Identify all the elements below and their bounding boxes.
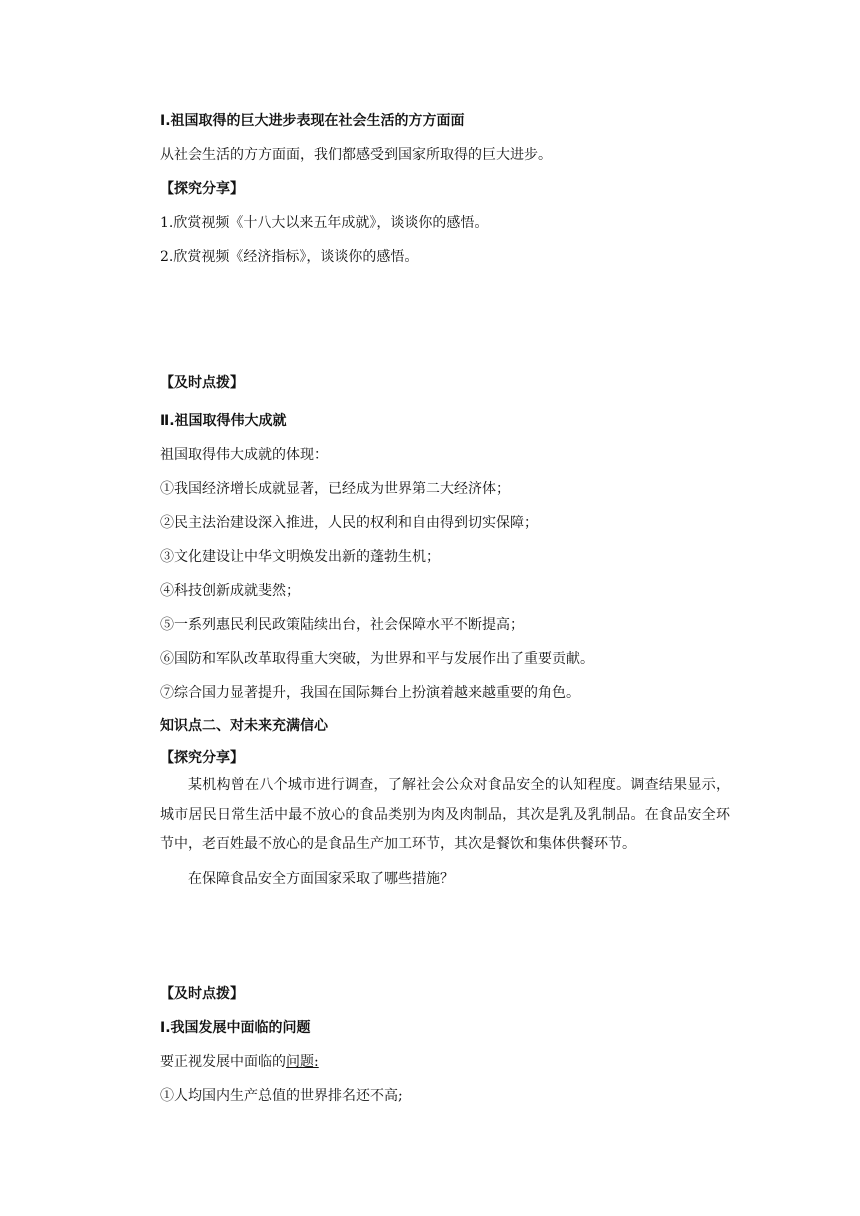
section1-explore-label: 【探究分享】 [160,181,244,197]
section2-item-3: ③文化建设让中华文明焕发出新的蓬勃生机； [160,549,440,565]
section2-item-6: ⑥国防和军队改革取得重大突破，为世界和平与发展作出了重要贡献。 [160,651,594,667]
section4-intro [160,1052,319,1072]
section1-heading: Ⅰ.祖国取得的巨大进步表现在社会生活的方方面面 [160,113,465,129]
section1-intro: 从社会生活的方方面面，我们都感受到国家所取得的巨大进步。 [160,147,552,163]
knowledge-point-2-heading: 知识点二、对未来充满信心 [160,718,328,734]
section1-item-2: 2.欣赏视频《经济指标》，谈谈你的感悟。 [160,249,419,265]
section2-item-5: ⑤一系列惠民利民政策陆续出台，社会保障水平不断提高； [160,617,524,633]
section4-heading: Ⅰ.我国发展中面临的问题 [160,1020,311,1036]
section1-item-1: 1.欣赏视频《十八大以来五年成就》，谈谈你的感悟。 [160,215,489,231]
section4-item-1: ①人均国内生产总值的世界排名还不高; [160,1088,403,1104]
section2-item-4: ④科技创新成就斐然； [160,583,300,599]
section2-item-1: ①我国经济增长成就显著，已经成为世界第二大经济体； [160,481,510,497]
section2-item-7: ⑦综合国力显著提升，我国在国际舞台上扮演着越来越重要的角色。 [160,685,580,701]
section2-item-2: ②民主法治建设深入推进，人民的权利和自由得到切实保障； [160,515,538,531]
section2-tip-label: 【及时点拨】 [160,375,244,391]
survey-paragraph: 某机构曾在八个城市进行调查，了解社会公众对食品安全的认知程度。调查结果显示，城市居民日常生活中最不放心的食品类别为肉及肉制品，其次是乳及乳制品。在食品安全环节中，老百姓最不放心的是食品生产加工环节，其次是餐饮和集体供餐环节。 [160,777,730,852]
section4-tip-label: 【及时点拨】 [160,986,244,1002]
section4-intro-prefix: 要正视发展中面临的 [160,1054,286,1070]
section4-intro-underlined: 问题: [286,1054,319,1070]
section2-heading: Ⅱ.祖国取得伟大成就 [160,413,287,429]
section2-intro: 祖国取得伟大成就的体现： [160,447,328,463]
section3-explore-label: 【探究分享】 [160,750,244,766]
survey-question: 在保障食品安全方面国家采取了哪些措施？ [188,871,454,887]
